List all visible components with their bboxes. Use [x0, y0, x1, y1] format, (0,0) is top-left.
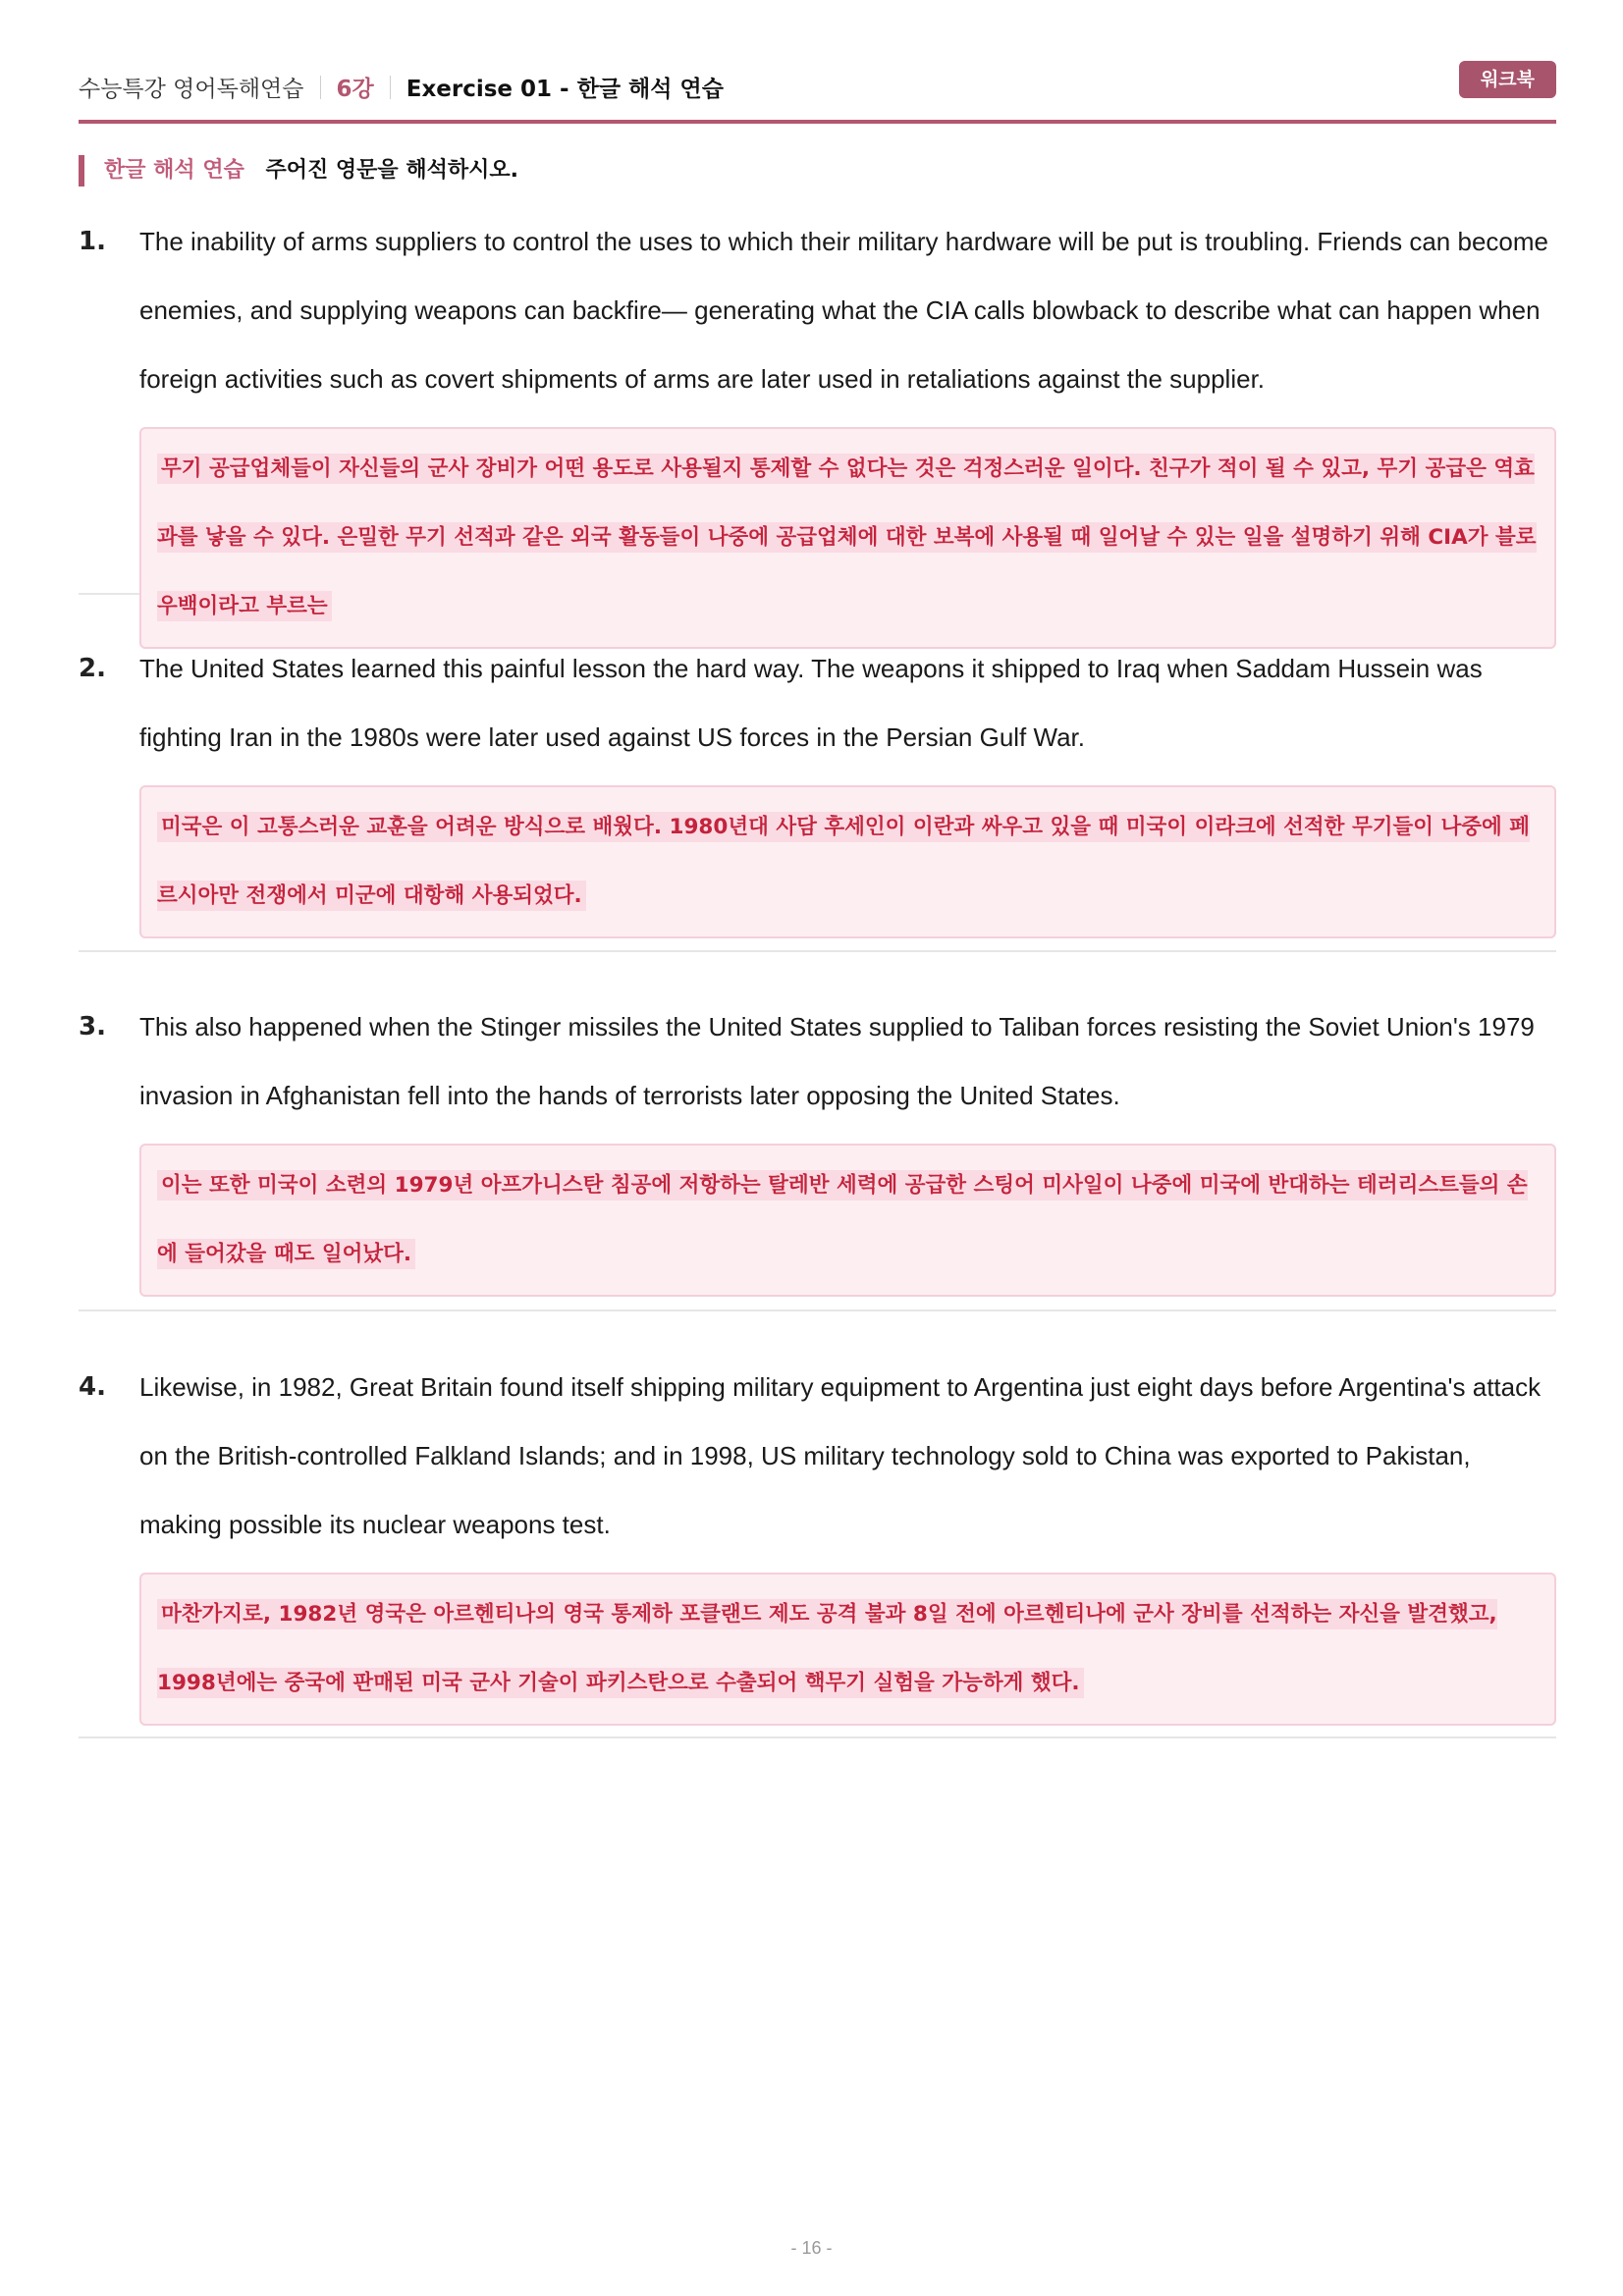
breadcrumb-divider: [320, 76, 321, 99]
item-number: 1.: [79, 227, 106, 256]
item-number: 4.: [79, 1372, 106, 1402]
korean-translation: [139, 427, 1556, 649]
book-title: 수능특강 영어독해연습: [79, 77, 304, 102]
instruction-label: 한글 해석 연습: [104, 158, 244, 183]
exercise-item: [79, 1005, 1556, 1311]
exercise-item: [79, 1365, 1556, 1738]
korean-translation-text: 마찬가지로, 1982년 영국은 아르헨티나의 영국 통제하 포클랜드 제도 공격 불과 8일 전에 아르헨티나에 군사 장비를 선적하는 자신을 발견했고, 1998년에는 중국에 판매된 미국 군사 기술이 파키스탄으로 수출되어 핵무기 실험을 가능하게 했다.: [157, 1599, 1497, 1698]
english-passage: Likewise, in 1982, Great Britain found itself shipping military equipment to Argentina just eight days before Argentina's attack on the British-controlled Falkland Islands; and in 1998, US military technology sold to China was exported to Pakistan, making possible its nuclear weapons test.: [139, 1372, 1542, 1539]
item-number: 3.: [79, 1012, 106, 1041]
korean-translation: [139, 1144, 1556, 1297]
korean-translation: [139, 785, 1556, 938]
korean-translation: [139, 1573, 1556, 1726]
lesson-label: 6강: [336, 77, 374, 102]
english-passage: This also happened when the Stinger missiles the United States supplied to Taliban forces resisting the Soviet Union's 1979 invasion in Afghanistan fell into the hands of terrorists later opposing the United States.: [139, 1012, 1535, 1110]
breadcrumb: [79, 71, 724, 103]
korean-translation-text: 미국은 이 고통스러운 교훈을 어려운 방식으로 배웠다. 1980년대 사담 후세인이 이란과 싸우고 있을 때 미국이 이라크에 선적한 무기들이 나중에 페르시아만 전쟁에서 미군에 대항해 사용되었다.: [157, 812, 1530, 911]
instruction-text: 주어진 영문을 해석하시오.: [265, 158, 518, 183]
exercise-item: [79, 220, 1556, 618]
item-number: 2.: [79, 654, 106, 683]
korean-translation-text: 무기 공급업체들이 자신들의 군사 장비가 어떤 용도로 사용될지 통제할 수 없다는 것은 걱정스러운 일이다. 친구가 적이 될 수 있고, 무기 공급은 역효과를 낳을 수 있다. 은밀한 무기 선적과 같은 외국 활동들이 나중에 공급업체에 대한 보복에 사용될 때 일어날 수 있는 일을 설명하기 위해 CIA가 블로우백이라고 부르는: [157, 454, 1537, 621]
page-header: [79, 61, 1556, 124]
exercise-title: Exercise 01 - 한글 해석 연습: [406, 77, 724, 102]
english-passage: The inability of arms suppliers to control the uses to which their military hardware will be put is troubling. Friends can become enemies, and supplying weapons can backfire— generating what the CIA calls blowback to describe what can happen when foreign activities such as covert shipments of arms are later used in retaliations against the supplier.: [139, 227, 1548, 394]
english-passage: The United States learned this painful lesson the hard way. The weapons it shipped to Iraq when Saddam Hussein was fighting Iran in the 1980s were later used against US forces in the Persian Gulf War.: [139, 654, 1483, 752]
exercise-item: [79, 647, 1556, 952]
breadcrumb-divider: [390, 76, 391, 99]
instruction: [79, 155, 518, 187]
workbook-badge: 워크북: [1459, 61, 1556, 98]
korean-translation-text: 이는 또한 미국이 소련의 1979년 아프가니스탄 침공에 저항하는 탈레반 세력에 공급한 스팅어 미사일이 나중에 미국에 반대하는 테러리스트들의 손에 들어갔을 때도 일어났다.: [157, 1170, 1528, 1269]
page-number: - 16 -: [790, 2238, 833, 2258]
